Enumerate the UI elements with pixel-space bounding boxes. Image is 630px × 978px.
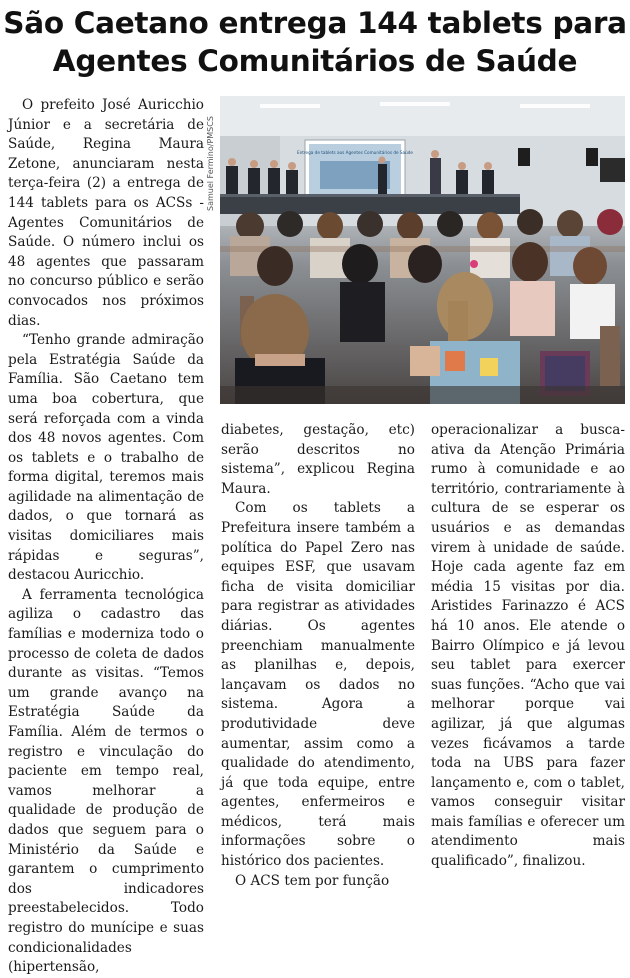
paragraph: O ACS tem por função: [235, 872, 390, 889]
event-photo: [220, 96, 625, 404]
paragraph: diabetes, gestação, etc) serão descritos no sistema”, explicou Regina Maura.: [221, 422, 415, 497]
paragraph: Com os tablets a Prefeitura insere também a política do Papel Zero nas equipes ESF, que usavam ficha de visita domiciliar para registrar as atividades diárias. Os agentes preenchiam manualmente as planilhas e, depois, lançavam os dados no sistema. Agora a produtividade deve aumentar, assim como a qualidade do atendimento, já que toda equipe, entre agentes, enfermeiros e médicos, terá mais informações sobre o histórico dos pacientes.: [221, 500, 415, 870]
event-photo-illustration: [220, 96, 625, 404]
headline: [0, 4, 630, 80]
photo-credit: Samuel Fermino/PMSCS: [206, 116, 215, 211]
headline-line-2: Agentes Comunitários de Saúde: [52, 44, 578, 78]
headline-line-1: São Caetano entrega 144 tablets para: [3, 6, 627, 40]
paragraph: O prefeito José Auricchio Júnior e a secretária de Saúde, Regina Maura Zetone, anunciaram nesta terça-feira (2) a entrega de 144 tablets para os ACSs - Agentes Comunitários de Saúde. O número inclui os 48 agentes que passaram no concurso público e serão convocados nos próximos dias.: [8, 97, 204, 329]
article-column-3: [431, 421, 625, 872]
paragraph: A ferramenta tecnológica agiliza o cadastro das famílias e moderniza todo o processo de coleta de dados durante as visitas. “Temos um grande avanço na Estratégia Saúde da Família. Além de termos o registro e vinculação do paciente em tempo real, vamos melhorar a qualidade de produção de dados que seguem para o Ministério da Saúde e garantem o cumprimento dos indicadores preestabelecidos. Todo registro do munícipe e suas condicionalidades (hipertensão,: [8, 586, 204, 976]
paragraph: “Tenho grande admiração pela Estratégia Saúde da Família. São Caetano tem uma boa cobertura, que será reforçada com a vinda dos 48 novos agentes. Com os tablets e o trabalho de forma digital, teremos mais agilidade na alimentação de dados, o que tornará as visitas domiciliares mais rápidas e seguras”, destacou Auricchio.: [8, 332, 204, 584]
article-column-1: [8, 96, 204, 978]
screen-text: Entrega de tablets aos Agentes Comunitários de Saúde: [296, 150, 414, 155]
article-column-2: [221, 421, 415, 891]
paragraph: operacionalizar a busca-ativa da Atenção Primária rumo à comunidade e ao território, contrariamente à cultura de se esperar os usuários e as demandas virem à unidade de saúde. Hoje cada agente faz em média 15 visitas por dia. Aristides Farinazzo é ACS há 10 anos. Ele atende o Bairro Olímpico e já levou seu tablet para exercer suas funções. “Acho que vai melhorar porque vai agilizar, já que algumas vezes ficávamos a tarde toda na UBS para fazer lançamento e, com o tablet, vamos conseguir visitar mais famílias e oferecer um atendimento mais qualificado”, finalizou.: [431, 422, 625, 870]
